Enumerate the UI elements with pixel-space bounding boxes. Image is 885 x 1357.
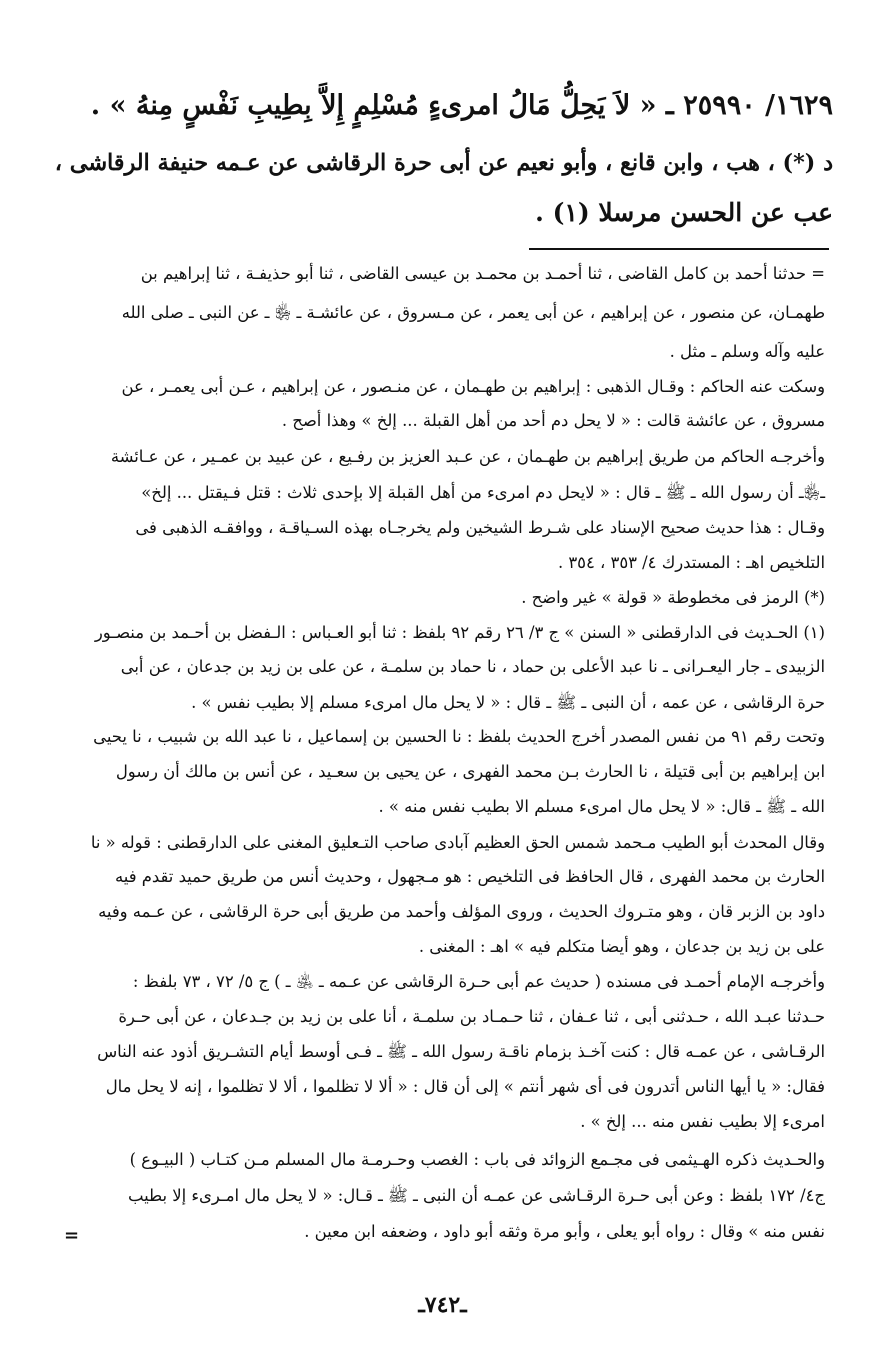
page-number: ـ٧٤٢ـ [418,1292,467,1318]
hadith-sources-line-1: د (*) ، هب ، وابن قانع ، وأبو نعيم عن أبى حرة الرقاشى عن عـمه حنيفة الرقاشى ، [54,150,833,176]
footnote-line: الحارث بن محمد الفهرى ، قال الحافظ فى التلخيص : هو مـجهول ، وحديث أنس من طريق حميد تقدم فيه [114,867,825,886]
footnote-line: داود بن الزبر قان ، وهو متـروك الحديث ، وروى المؤلف وأحمد من طريق أبى حرة الرقاشى ، عن عـمه وفيه [98,902,825,921]
footnote-marker-note: (*) الرمز فى مخطوطة « قولة » غير واضح . [521,588,825,607]
footnote-line: = حدثنا أحمد بن كامل القاضى ، ثنا أحمـد بن محمـد بن عيسى القاضى ، ثنا أبو حذيفـة ، ثنا إبراهيم بن [140,264,825,283]
continuation-mark: = [64,1225,80,1246]
footnote-line: وأخرجـه الحاكم من طريق إبراهيم بن طهـمان ، عن عـبد العزيز بن رفـيع ، عن عبيد بن عمـير ، عن عـائشة [110,447,825,466]
footnote-line: على بن زيد بن جدعان ، وهو أيضا متكلم فيه » اهـ : المغنى . [418,937,825,956]
footnote-line: وقـال : هذا حديث صحيح الإسناد على شـرط الشيخين ولم يخرجـاه بهذه السـياقـة ، ووافقـه الذهبى فى [135,518,825,537]
footnote-line: الرقـاشى ، عن عمـه قال : كنت آخـذ بزمام ناقـة رسول الله ـ ﷺ ـ فـى أوسط أيام التشـريق أذود عنه الناس [97,1042,825,1061]
footnote-line: (١) الحـديث فى الدارقطنى « السنن » ج ٣/ ٢٦ رقم ٩٢ بلفظ : ثنا أبو العـباس : الـفضل بن أحـمد بن منصـور [94,623,825,642]
footnote-line: ـ﵂ـ أن رسول الله ـ ﷺ ـ قال : « لايحل دم امرىء من أهل القبلة إلا بإحدى ثلاث : قتل فـيقتل ... إلخ» [141,483,825,502]
footnote-line: مسروق ، عن عائشة قالت : « لا يحل دم أحد من أهل القبلة ... إلخ » وهذا أصح . [281,411,825,430]
footnote-line: امرىء إلا بطيب نفس منه ... إلخ » . [580,1112,825,1131]
footnote-line: والحـديث ذكره الهـيثمى فى مجـمع الزوائد فى باب : الغصب وحـرمـة مال المسلم مـن كتـاب ( البيـوع ) [129,1150,825,1169]
footnote-line: نفس منه » وقال : رواه أبو يعلى ، وأبو مرة وثقه أبو داود ، وضعفه ابن معين . [304,1222,825,1241]
footnote-line: التلخيص اهـ : المستدرك ٤/ ٣٥٣ ، ٣٥٤ . [557,553,825,572]
hadith-sources-line-2: عب عن الحسن مرسلا (١) . [535,198,833,227]
footnote-line: ج٤/ ١٧٢ بلفظ : وعن أبى حـرة الرقـاشى عن عمـه أن النبى ـ ﷺ ـ قـال: « لا يحل مال امـرىء إلا بطيب [127,1186,825,1205]
footnote-line: الله ـ ﷺ ـ قال: « لا يحل مال امرىء مسلم الا بطيب نفس منه » . [378,797,825,816]
footnote-line: ابن إبراهيم بن أبى قتيلة ، نا الحارث بـن محمد الفهرى ، عن يحيى بن سعـيد ، عن أنس بن مالك أن رسول [115,762,825,781]
footnote-separator [529,248,829,250]
footnote-line: حـدثنا عبـد الله ، حـدثنى أبى ، ثنا عـفان ، ثنا حـمـاد بن سلمـة ، أنا على بن زيد بن جـدعان ، عن أبى حـرة [118,1007,825,1026]
footnote-line: حرة الرقاشى ، عن عمه ، أن النبى ـ ﷺ ـ قال : « لا يحل مال امرىء مسلم إلا بطيب نفس » . [191,693,825,712]
footnote-line: وقال المحدث أبو الطيب مـحمد شمس الحق العظيم آبادى صاحب التـعليق المغنى على الدارقطنى : قوله « نا [90,833,825,852]
footnote-line: عليه وآله وسلم ـ مثل . [669,342,825,361]
footnote-line: الزبيدى ـ جار اليعـرانى ـ نا عبد الأعلى بن حماد ، نا حماد بن سلمـة ، عن على بن زيد بن جدعان ، عن أبى [120,657,825,676]
footnote-line: فقال: « يا أيها الناس أتدرون فى أى شهر أنتم » إلى أن قال : « ألا لا تظلموا ، ألا لا تظلموا ، إنه لا يحل مال [105,1077,825,1096]
footnote-line: طهمـان، عن منصور ، عن إبراهيم ، عن أبى يعمر ، عن مـسروق ، عن عائشـة ـ ﵂ ـ عن النبى ـ صلى الله [121,303,825,322]
footnote-line: وسكت عنه الحاكم : وقـال الذهبى : إبراهيم بن طهـمان ، عن منـصور ، عن إبراهيم ، عـن أبى يعمـر ، عن [121,377,825,396]
hadith-text: ١٦٢٩/ ٢٥٩٩٠ ـ « لاَ يَحِلُّ مَالُ امرىءٍ مُسْلِمٍ إِلاَّ بِطِيبِ نَفْسٍ مِنهُ » . [90,90,833,121]
footnote-line: وتحت رقم ٩١ من نفس المصدر أخرج الحديث بلفظ : نا الحسين بن إسماعيل ، نا عبد الله بن شبيب ، نا يحيى [93,727,825,746]
footnote-line: وأخرجـه الإمام أحمـد فى مسنده ( حديث عم أبى حـرة الرقاشى عن عـمه ـ ﵁ ـ ) ج ٥/ ٧٢ ، ٧٣ بلفظ : [132,972,825,991]
